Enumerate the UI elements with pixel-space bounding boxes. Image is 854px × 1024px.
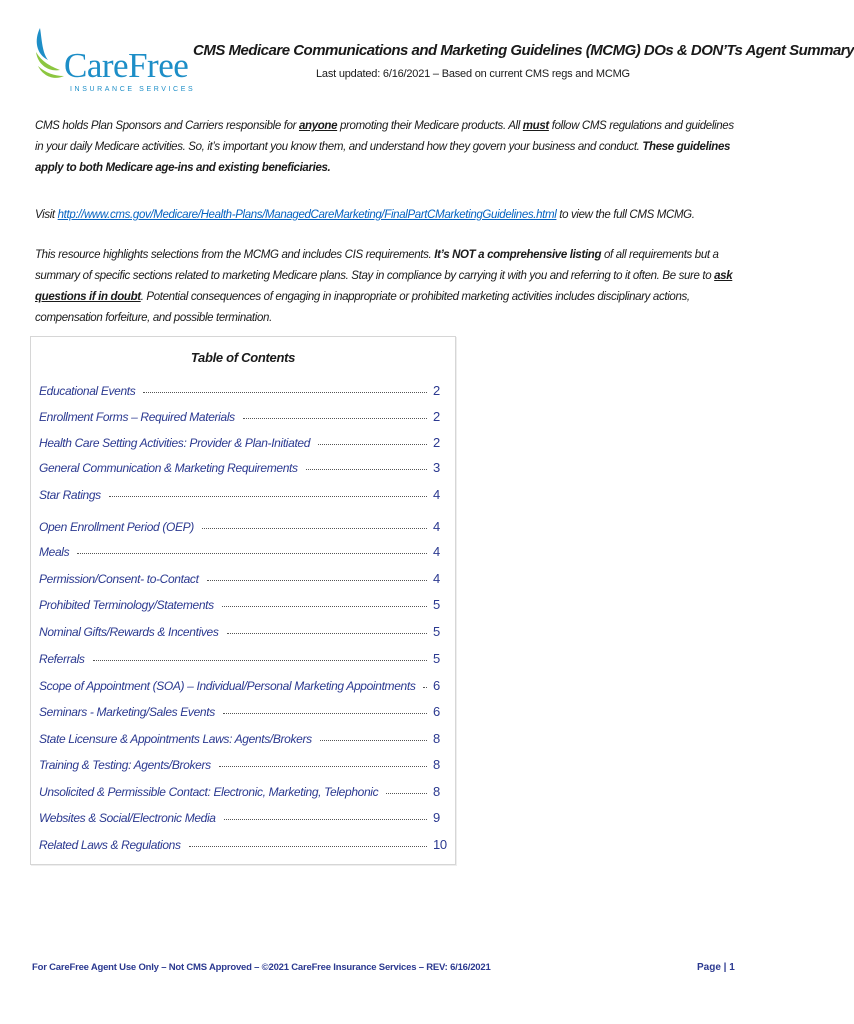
toc-entry-page: 4 xyxy=(433,487,440,502)
mcmg-link[interactable]: http://www.cms.gov/Medicare/Health-Plans/ManagedCareMarketing/FinalPartCMarketingGuidelines.html xyxy=(57,209,557,221)
table-of-contents xyxy=(30,336,456,865)
toc-dot-leader xyxy=(243,417,427,419)
toc-entry-label: Referrals xyxy=(39,652,85,666)
toc-entry-label: Educational Events xyxy=(39,384,136,398)
toc-dot-leader xyxy=(306,468,427,470)
carefree-logo xyxy=(34,26,196,96)
toc-entry-page: 2 xyxy=(433,435,440,450)
intro-paragraph-1: CMS holds Plan Sponsors and Carriers responsible for anyone promoting their Medicare products. All must follow CMS regulations and guidelines in your daily Medicare activities. So, it’s important you know them, and understand how they govern your business and conduct. These guidelines apply to both Medicare age-ins and existing beneficiaries. xyxy=(35,120,734,174)
footer-disclaimer: For CareFree Agent Use Only – Not CMS Approved – ©2021 CareFree Insurance Services – REV: 6/16/2021 xyxy=(32,962,491,973)
toc-entry-page: 8 xyxy=(433,757,440,772)
toc-dot-leader xyxy=(386,792,427,794)
toc-entry-page: 5 xyxy=(433,624,440,639)
toc-entry-label: General Communication & Marketing Requirements xyxy=(39,461,298,475)
toc-entry[interactable] xyxy=(39,832,447,852)
toc-dot-leader xyxy=(189,845,427,847)
logo-tagline: INSURANCE SERVICES xyxy=(70,86,196,93)
toc-entry[interactable] xyxy=(39,482,447,502)
toc-entry-page: 4 xyxy=(433,571,440,586)
toc-entry-label: Websites & Social/Electronic Media xyxy=(39,811,216,825)
toc-entry[interactable] xyxy=(39,455,447,475)
toc-entry[interactable] xyxy=(39,726,447,746)
toc-entry-page: 5 xyxy=(433,597,440,612)
toc-entry[interactable] xyxy=(39,592,447,612)
toc-entry-label: Health Care Setting Activities: Provider & Plan-Initiated xyxy=(39,436,311,450)
toc-entry-page: 10 xyxy=(433,837,447,852)
toc-entry-page: 2 xyxy=(433,383,440,398)
toc-entry[interactable] xyxy=(39,805,447,825)
toc-entry-page: 4 xyxy=(433,519,440,534)
toc-entry-page: 9 xyxy=(433,810,440,825)
toc-entry-label: Enrollment Forms – Required Materials xyxy=(39,410,235,424)
toc-entry-page: 8 xyxy=(433,731,440,746)
toc-entry-label: Open Enrollment Period (OEP) xyxy=(39,520,194,534)
toc-entry-page: 3 xyxy=(433,460,440,475)
toc-entry-page: 8 xyxy=(433,784,440,799)
toc-entry[interactable] xyxy=(39,378,447,398)
page-title: CMS Medicare Communications and Marketing Guidelines (MCMG) DOs & DON’Ts Agent Summary xyxy=(193,42,854,59)
toc-entry[interactable] xyxy=(39,404,447,424)
toc-entry[interactable] xyxy=(39,514,447,534)
toc-dot-leader xyxy=(227,632,427,634)
toc-entry-label: Unsolicited & Permissible Contact: Electronic, Marketing, Telephonic xyxy=(39,785,379,799)
toc-entry-page: 2 xyxy=(433,409,440,424)
toc-dot-leader xyxy=(143,391,427,393)
toc-dot-leader xyxy=(93,659,427,661)
toc-dot-leader xyxy=(222,605,427,607)
last-updated: Last updated: 6/16/2021 – Based on current CMS regs and MCMG xyxy=(316,68,630,80)
toc-entry-page: 5 xyxy=(433,651,440,666)
toc-entry[interactable] xyxy=(39,646,447,666)
toc-dot-leader xyxy=(219,765,427,767)
toc-dot-leader xyxy=(223,712,427,714)
toc-entry[interactable] xyxy=(39,539,447,559)
intro-paragraph-2: Visit http://www.cms.gov/Medicare/Health-Plans/ManagedCareMarketing/FinalPartCMarketingGuidelines.html to view the full CMS MCMG. xyxy=(35,209,695,221)
toc-entry-label: Scope of Appointment (SOA) – Individual/Personal Marketing Appointments xyxy=(39,679,416,693)
toc-entry-label: Related Laws & Regulations xyxy=(39,838,181,852)
toc-entry[interactable] xyxy=(39,752,447,772)
toc-entry-label: State Licensure & Appointments Laws: Agents/Brokers xyxy=(39,732,312,746)
toc-entry-page: 6 xyxy=(433,678,440,693)
toc-entry-label: Seminars - Marketing/Sales Events xyxy=(39,705,215,719)
page-number: Page | 1 xyxy=(697,962,735,973)
toc-entry-page: 6 xyxy=(433,704,440,719)
toc-entry[interactable] xyxy=(39,430,447,450)
logo-wordmark: CareFree xyxy=(64,46,189,85)
toc-dot-leader xyxy=(77,552,427,554)
toc-title: Table of Contents xyxy=(190,350,296,365)
intro-paragraph-3: This resource highlights selections from the MCMG and includes CIS requirements. It’s NOT a comprehensive listing of all requirements but a summary of specific sections related to marketing Medicare plans. Stay in compliance by carrying it with you and referring to it often. Be sure to ask questions if in doubt. Potential consequences of engaging in inappropriate or prohibited marketing activities includes disciplinary actions, compensation forfeiture, and possible termination. xyxy=(35,249,733,324)
toc-dot-leader xyxy=(207,579,427,581)
toc-dot-leader xyxy=(202,527,427,529)
toc-entry-label: Meals xyxy=(39,545,70,559)
toc-entry-label: Nominal Gifts/Rewards & Incentives xyxy=(39,625,219,639)
toc-dot-leader xyxy=(320,739,427,741)
toc-entry-page: 4 xyxy=(433,544,440,559)
toc-dot-leader xyxy=(224,818,427,820)
toc-entry[interactable] xyxy=(39,619,447,639)
toc-entry[interactable] xyxy=(39,779,447,799)
toc-dot-leader xyxy=(318,443,427,445)
toc-entry-label: Permission/Consent- to-Contact xyxy=(39,572,199,586)
toc-entry[interactable] xyxy=(39,566,447,586)
toc-entry[interactable] xyxy=(39,673,447,693)
toc-dot-leader xyxy=(423,686,427,688)
toc-entry-label: Training & Testing: Agents/Brokers xyxy=(39,758,211,772)
toc-dot-leader xyxy=(109,495,427,497)
toc-entry[interactable] xyxy=(39,699,447,719)
toc-entry-label: Star Ratings xyxy=(39,488,101,502)
toc-entry-label: Prohibited Terminology/Statements xyxy=(39,598,214,612)
